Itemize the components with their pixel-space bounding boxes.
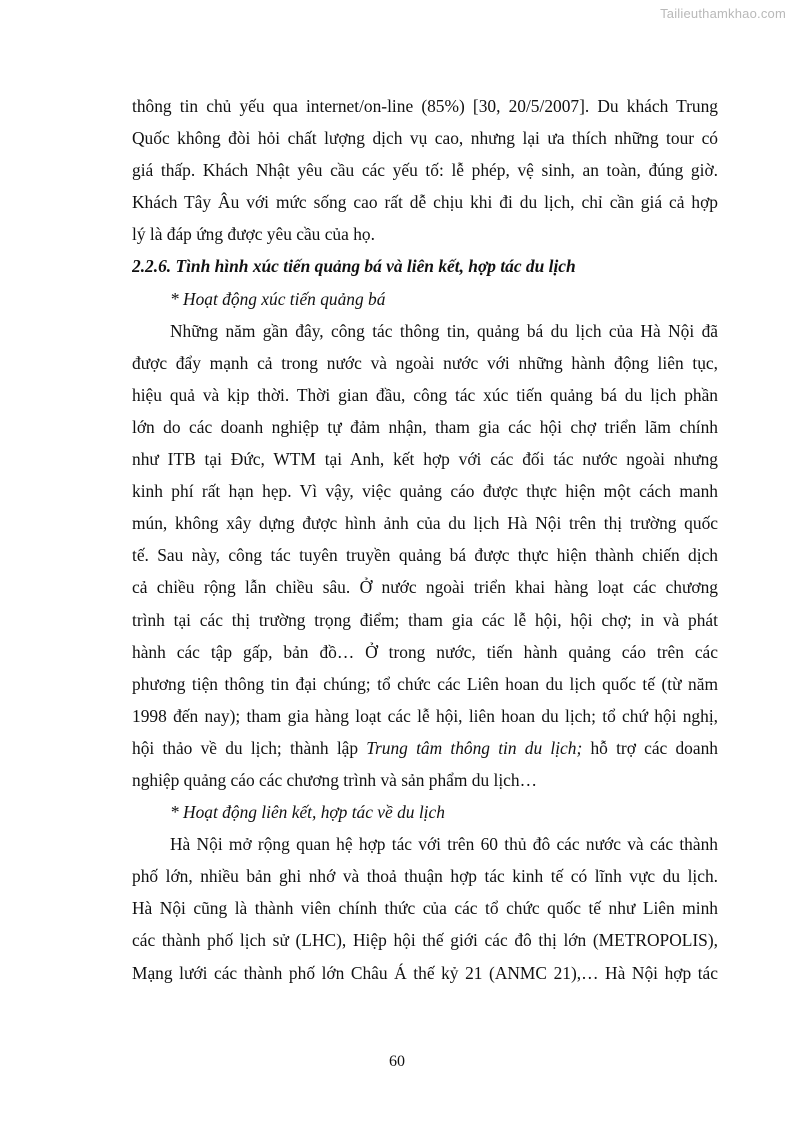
text-line: được đẩy mạnh cả trong nước và ngoài nước với những hành động liên tục,: [132, 352, 718, 373]
text-line: Mạng lưới các thành phố lớn Châu Á thế kỷ 21 (ANMC 21),… Hà Nội hợp tác: [132, 962, 718, 983]
text-line-mixed: [132, 732, 718, 764]
text-line: Hà Nội mở rộng quan hệ hợp tác với trên 60 thủ đô các nước và các thành: [170, 834, 718, 855]
paragraph-cooperation: [132, 828, 718, 988]
text-line: Khách Tây Âu với mức sống cao rất dễ chịu khi đi du lịch, chỉ cần giá cả hợp: [132, 192, 718, 213]
text-line: Những năm gần đây, công tác thông tin, quảng bá du lịch của Hà Nội đã: [170, 320, 718, 341]
page-number: 60: [389, 1053, 405, 1070]
text-line: tế. Sau này, công tác tuyên truyền quảng bá được thực hiện thành chiến dịch: [132, 545, 718, 566]
text-line: phương tiện thông tin đại chúng; tổ chức các Liên hoan du lịch quốc tế (từ năm: [132, 673, 718, 694]
italic-org-name: Trung tâm thông tin du lịch;: [366, 737, 583, 758]
text-line: phố lớn, nhiều bản ghi nhớ và thoả thuận hợp tác kinh tế có lĩnh vực du lịch.: [132, 866, 718, 887]
text-line: lý là đáp ứng được yêu cầu của họ.: [132, 224, 375, 245]
text-line: cả chiều rộng lẫn chiều sâu. Ở nước ngoài triển khai hàng loạt các chương: [132, 577, 718, 598]
paragraph-continued: [132, 90, 718, 250]
text-line: nghiệp quảng cáo các chương trình và sản phẩm du lịch…: [132, 769, 537, 790]
subheading-promotion: * Hoạt động xúc tiến quảng bá: [170, 288, 386, 309]
text-line: các thành phố lịch sử (LHC), Hiệp hội thế giới các đô thị lớn (METROPOLIS),: [132, 930, 718, 951]
text-line: Quốc không đòi hỏi chất lượng dịch vụ cao, nhưng lại ưa thích những tour có: [132, 128, 718, 149]
text-line: như ITB tại Đức, WTM tại Anh, kết hợp với các đối tác nước ngoài nhưng: [132, 449, 718, 470]
text-line: lớn do các doanh nghiệp tự đảm nhận, tham gia các hội chợ triển lãm chính: [132, 416, 718, 437]
subheading-cooperation: * Hoạt động liên kết, hợp tác về du lịch: [170, 802, 445, 823]
document-body: [132, 90, 718, 989]
watermark-text: Tailieuthamkhao.com: [660, 6, 786, 21]
text-line: hành các tập gấp, bản đồ… Ở trong nước, tiến hành quảng cáo trên các: [132, 641, 718, 662]
text-line: 1998 đến nay); tham gia hàng loạt các lễ hội, liên hoan du lịch; tổ chứ hội nghị,: [132, 705, 718, 726]
text-line: trình tại các thị trường trọng điểm; tham gia các lễ hội, hội chợ; in và phát: [132, 609, 718, 630]
text-line: mún, không xây dựng được hình ảnh của du lịch Hà Nội trên thị trường quốc: [132, 513, 718, 534]
text-line: thông tin chủ yếu qua internet/on-line (85%) [30, 20/5/2007]. Du khách Trung: [132, 96, 718, 116]
text-line: Hà Nội cũng là thành viên chính thức của các tổ chức quốc tế như Liên minh: [132, 898, 718, 919]
text-run: hội thảo về du lịch; thành lập: [132, 737, 367, 758]
section-heading: 2.2.6. Tình hình xúc tiến quảng bá và liên kết, hợp tác du lịch: [132, 256, 576, 277]
paragraph-promotion: [132, 315, 718, 796]
text-line: kinh phí rất hạn hẹp. Vì vậy, việc quảng cáo được thực hiện một cách manh: [132, 481, 718, 502]
text-line: giá thấp. Khách Nhật yêu cầu các yếu tố: lễ phép, vệ sinh, an toàn, đúng giờ.: [132, 160, 718, 181]
text-line: hiệu quả và kịp thời. Thời gian đầu, công tác xúc tiến quảng bá du lịch phần: [132, 384, 718, 405]
text-run: hỗ trợ các doanh: [582, 737, 718, 758]
